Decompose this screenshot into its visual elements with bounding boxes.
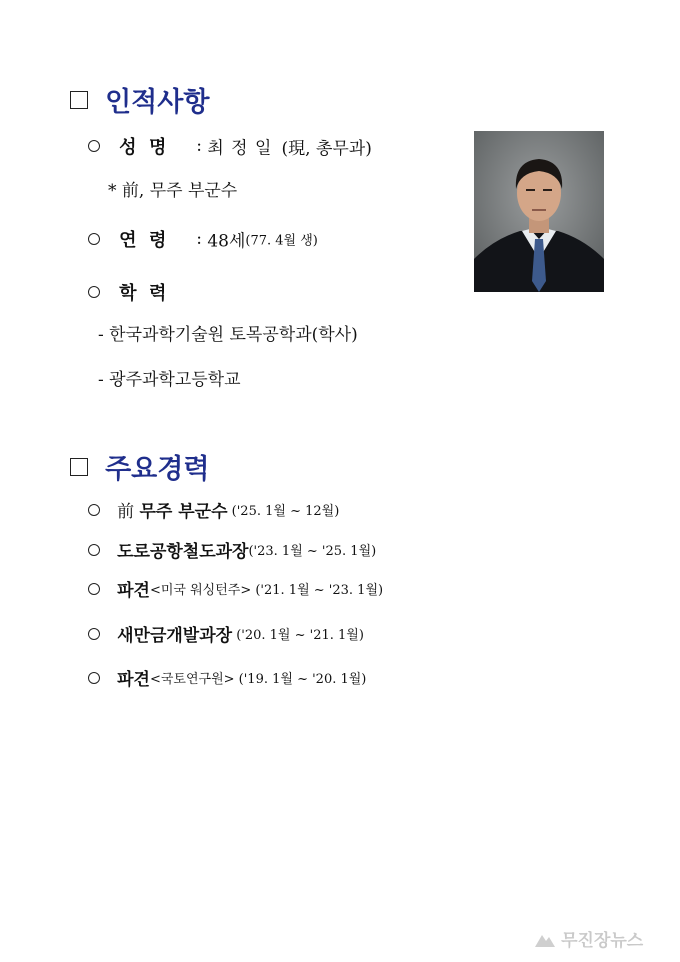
- section-header-career: [70, 447, 209, 486]
- section-title: 주요경력: [105, 454, 210, 485]
- square-bullet-icon: [70, 91, 88, 109]
- section-title: 인적사항: [105, 87, 210, 118]
- name-value: 최 정 일: [207, 138, 273, 159]
- circle-bullet-icon: [88, 286, 100, 298]
- watermark: [534, 926, 643, 951]
- career-item: 파견<국토연구원> ('19. 1월 ~ '20. 1월): [88, 665, 366, 690]
- circle-bullet-icon: [88, 544, 100, 556]
- name-label: 성 명: [119, 137, 167, 158]
- square-bullet-icon: [70, 458, 88, 476]
- edu-label: 학 력: [119, 283, 167, 304]
- age-label: 연 령: [119, 230, 167, 251]
- name-note: * 前, 무주 부군수: [108, 181, 238, 201]
- section-header-personal: [70, 80, 209, 119]
- edu-item: - 한국과학기술원 토목공학과(학사): [98, 325, 358, 345]
- mountain-logo-icon: [534, 930, 556, 948]
- career-item: 도로공항철도과장('23. 1월 ~ '25. 1월): [88, 537, 376, 562]
- circle-bullet-icon: [88, 583, 100, 595]
- profile-photo: [474, 131, 604, 292]
- career-item: 前 무주 부군수 ('25. 1월 ~ 12월): [88, 497, 339, 522]
- edu-item: - 광주과학고등학교: [98, 370, 241, 390]
- name-extra: (現, 총무과): [281, 138, 372, 159]
- circle-bullet-icon: [88, 140, 100, 152]
- watermark-text: 무진장뉴스: [561, 931, 644, 951]
- age-value: 48세: [207, 231, 246, 252]
- portrait-image: [474, 131, 604, 292]
- circle-bullet-icon: [88, 672, 100, 684]
- name-row: 성 명 : 최 정 일 (現, 총무과): [88, 133, 372, 159]
- age-row: 연 령 : 48세(77. 4월 생): [88, 226, 318, 252]
- circle-bullet-icon: [88, 233, 100, 245]
- edu-row: [88, 279, 166, 305]
- career-item: 새만금개발과장 ('20. 1월 ~ '21. 1월): [88, 621, 364, 646]
- age-extra: (77. 4월 생): [245, 233, 318, 249]
- circle-bullet-icon: [88, 628, 100, 640]
- career-item: 파견<미국 워싱턴주> ('21. 1월 ~ '23. 1월): [88, 576, 383, 601]
- circle-bullet-icon: [88, 504, 100, 516]
